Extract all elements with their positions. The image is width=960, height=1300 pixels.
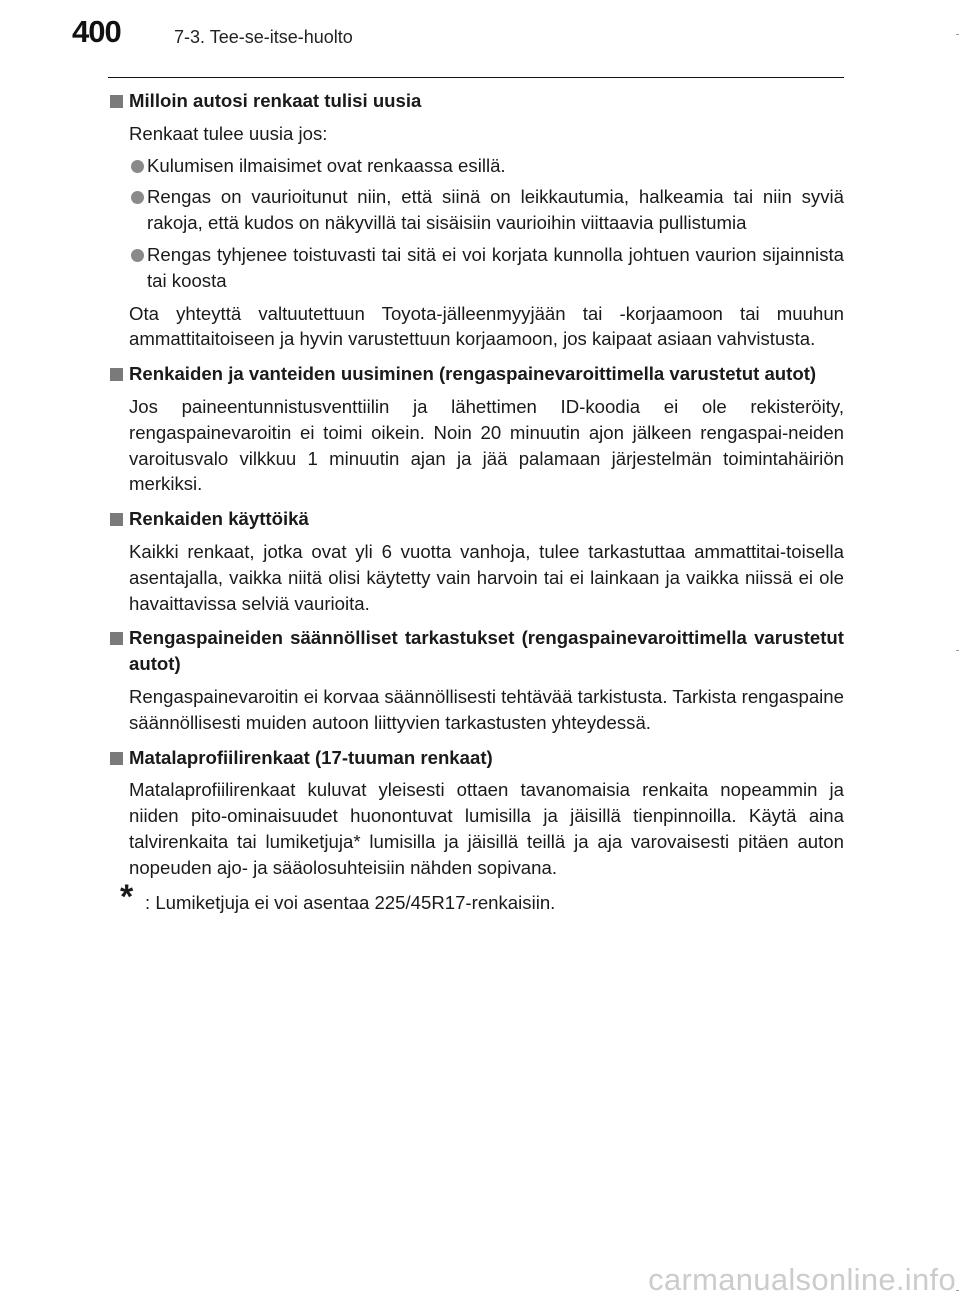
section-text: Kaikki renkaat, jotka ovat yli 6 vuotta vanhoja, tulee tarkastuttaa ammattitai-toisella asentajalla, vaikka niitä olisi käytetty vain harvoin tai ei lainkaan ja vaikka niissä ei ole havaittavissa selviä vaurioita. [129,540,844,614]
list-item: Rengas tyhjenee toistuvasti tai sitä ei voi korjata kunnolla johtuen vaurion sijainnista tai koosta [110,242,844,294]
section-intro: Renkaat tulee uusia jos: [129,122,328,144]
section-heading: Renkaiden ja vanteiden uusiminen (rengaspainevaroittimella varustetut autot) [110,361,844,387]
circle-bullet-icon [131,249,144,262]
footnote-text: : Lumiketjuja ei voi asentaa 225/45R17-renkaisiin. [145,891,556,913]
section-heading: Matalaprofiilirenkaat (17-tuuman renkaat) [110,745,844,771]
section-text: Jos paineentunnistusventtiilin ja lähettimen ID-koodia ei ole rekisteröity, rengaspainevaroitin ei toimi oikein. Noin 20 minuutin ajon jälkeen rengaspai-neiden varoitusvalo vilkkuu 1 minuutin ajan ja jää palamaan järjestelmän toimintahäiriön merkiksi. [129,395,844,495]
edge-mark [956,1290,959,1291]
chapter-title: 7-3. Tee-se-itse-huolto [174,27,353,47]
section-outro: Ota yhteyttä valtuutettuun Toyota-jälleenmyyjään tai -korjaamoon tai muuhun ammattitaitoiseen ja hyvin varustettuun korjaamoon, jos kaipaat asiaan vahvistusta. [129,302,844,350]
edge-mark [956,34,959,35]
footnote-marker: * [120,877,134,916]
section-heading: Milloin autosi renkaat tulisi uusia [110,88,844,114]
edge-mark [956,650,959,651]
section-heading: Rengaspaineiden säännölliset tarkastukset (rengaspainevaroittimella varustetut autot) [110,625,844,677]
square-bullet-icon [110,513,123,526]
square-bullet-icon [110,95,123,108]
list-item: Rengas on vaurioitunut niin, että siinä on leikkautumia, halkeamia tai niin syviä rakoja, että kudos on näkyvillä tai sisäisiin vaurioihin viittaavia pullistumia [110,184,844,236]
watermark-text: carmanualsonline.info [648,1262,956,1297]
section-text: Rengaspainevaroitin ei korvaa säännöllisesti tehtävää tarkistusta. Tarkista rengaspaine säännöllisesti muiden autoon liittyvien tarkastusten yhteydessä. [129,685,844,733]
page-content [110,88,844,915]
square-bullet-icon [110,632,123,645]
page-number: 400 [72,14,121,49]
circle-bullet-icon [131,160,144,173]
square-bullet-icon [110,368,123,381]
header-rule [108,77,844,78]
section-text: Matalaprofiilirenkaat kuluvat yleisesti ottaen tavanomaisia renkaita nopeammin ja niiden pito-ominaisuudet huonontuvat lumisilla ja jäisillä tienpinnoilla. Käytä aina talvirenkaita tai lumiketjuja* lumisilla ja jäisillä teillä ja aja varovaisesti pitäen auton nopeuden ajo- ja sääolosuhteisiin nähden sopivana. [129,779,844,878]
list-item: Kulumisen ilmaisimet ovat renkaassa esillä. [110,153,844,179]
square-bullet-icon [110,752,123,765]
footnote [110,877,844,916]
section-heading: Renkaiden käyttöikä [110,506,844,532]
